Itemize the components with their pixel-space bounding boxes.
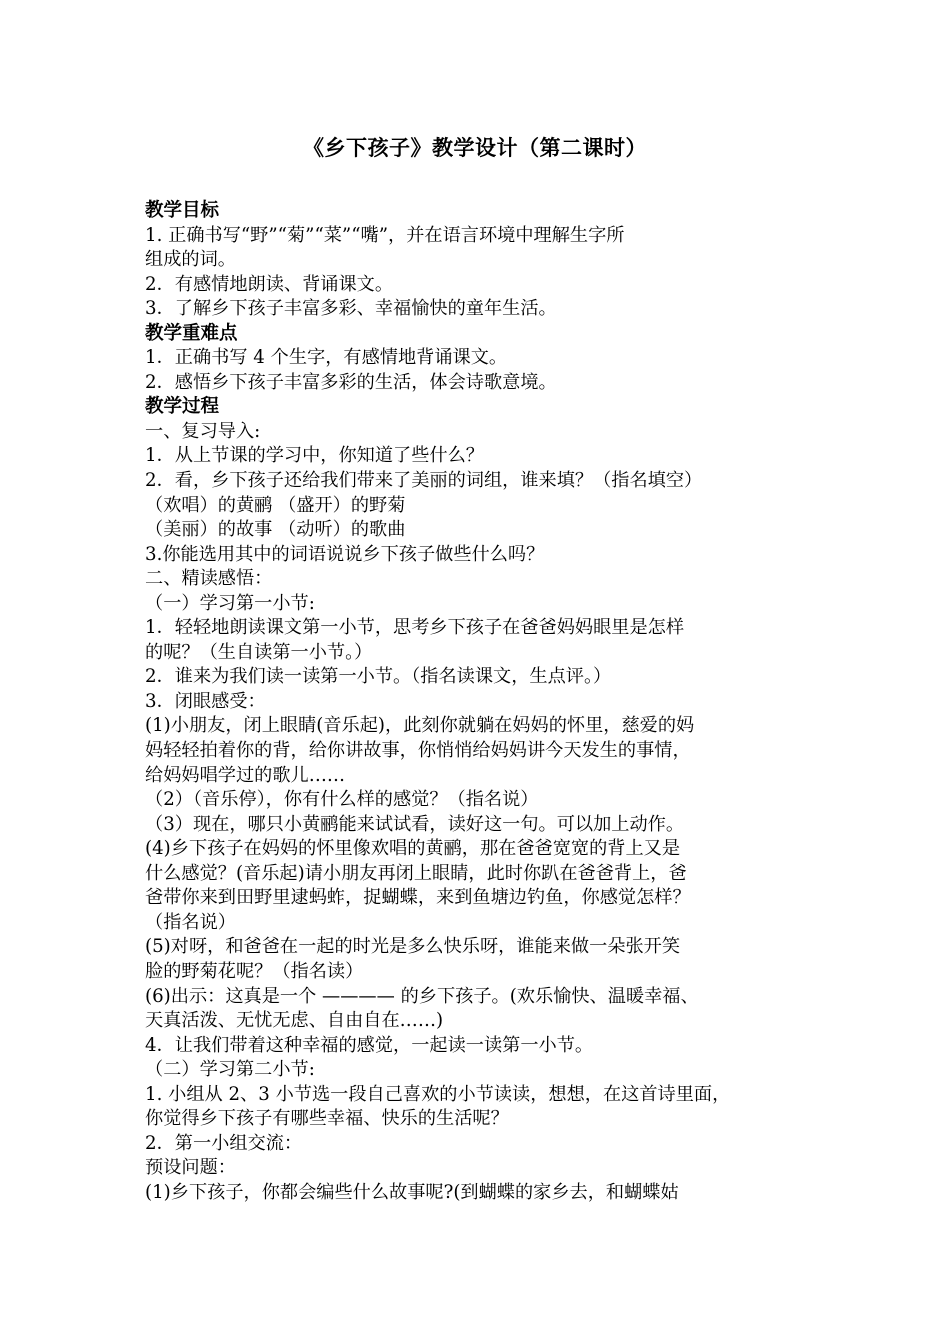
text-line: (5)对呀，和爸爸在一起的时光是多么快乐呀，谁能来做一朵张开笑	[145, 936, 681, 958]
text-line: 3．了解乡下孩子丰富多彩、幸福愉快的童年生活。	[145, 298, 557, 320]
text-line: 3.你能选用其中的词语说说乡下孩子做些什么吗？	[145, 543, 545, 565]
document-title: 《乡下孩子》教学设计（第二课时）	[303, 136, 647, 160]
text-line: （2）（音乐停），你有什么样的感觉？（指名说）	[145, 789, 539, 811]
text-line: 脸的野菊花呢？（指名读）	[145, 960, 364, 982]
text-line: 2．第一小组交流：	[145, 1132, 303, 1154]
section-heading: 教学过程	[145, 396, 220, 418]
text-line: (1)乡下孩子，你都会编些什么故事呢?(到蝴蝶的家乡去，和蝴蝶姑	[145, 1181, 679, 1203]
text-line: 预设问题：	[145, 1157, 236, 1179]
text-line: 1．正确书写 4 个生字，有感情地背诵课文。	[145, 347, 508, 369]
text-line: 组成的词。	[145, 249, 236, 271]
text-line: 1．轻轻地朗读课文第一小节，思考乡下孩子在爸爸妈妈眼里是怎样	[145, 617, 685, 639]
document-body	[145, 199, 811, 1205]
text-line: (1)小朋友，闭上眼睛(音乐起)，此刻你就躺在妈妈的怀里，慈爱的妈	[145, 715, 695, 737]
section-heading: 教学目标	[145, 200, 220, 221]
text-line: （二）学习第二小节:	[145, 1059, 315, 1081]
text-line: 1．从上节课的学习中，你知道了些什么？	[145, 445, 484, 467]
text-line: (6)出示：这真是一个 ———— 的乡下孩子。(欢乐愉快、温暖幸福、	[145, 985, 699, 1007]
text-line: 4．让我们带着这种幸福的感觉，一起读一读第一小节。	[145, 1034, 594, 1056]
text-line: （一）学习第一小节:	[145, 592, 315, 614]
text-line: 二、精读感悟：	[145, 568, 273, 590]
text-line: 1. 小组从 2、3 小节选一段自己喜欢的小节读读，想想，在这首诗里面，	[145, 1083, 731, 1105]
text-line: 妈轻轻拍着你的背，给你讲故事，你悄悄给妈妈讲今天发生的事情，	[145, 740, 691, 762]
text-line: 3．闭眼感受：	[145, 690, 266, 712]
text-line: 2．看，乡下孩子还给我们带来了美丽的词组，谁来填？（指名填空）	[145, 470, 703, 492]
text-line: 爸带你来到田野里逮蚂蚱，捉蝴蝶，来到鱼塘边钓鱼，你感觉怎样？	[145, 887, 691, 909]
text-line: 天真活泼、无忧无虑、自由自在……)	[145, 1010, 444, 1032]
text-line: 一、复习导入:	[145, 420, 261, 442]
text-line: 2．谁来为我们读一读第一小节。（指名读课文，生点评。）	[145, 666, 612, 688]
text-line: 你觉得乡下孩子有哪些幸福、快乐的生活呢？	[145, 1108, 509, 1130]
text-line: （指名说）	[145, 911, 236, 933]
text-line: (4)乡下孩子在妈妈的怀里像欢唱的黄鹂，那在爸爸宽宽的背上又是	[145, 838, 681, 860]
text-line: 什么感觉？(音乐起)请小朋友再闭上眼睛，此时你趴在爸爸背上，爸	[145, 862, 687, 884]
text-line: （3）现在，哪只小黄鹂能来试试看，读好这一句。可以加上动作。	[145, 813, 685, 835]
text-line: 1. 正确书写“野”“菊”“菜”“嘴”，并在语言环境中理解生字所	[145, 224, 625, 246]
text-line: 2．有感情地朗读、背诵课文。	[145, 273, 394, 295]
text-line: （美丽）的故事 （动听）的歌曲	[145, 519, 406, 541]
section-heading: 教学重难点	[145, 322, 238, 344]
text-line: 2．感悟乡下孩子丰富多彩的生活，体会诗歌意境。	[145, 371, 557, 393]
text-line: （欢唱）的黄鹂 （盛开）的野菊	[145, 494, 406, 516]
text-line: 的呢？（生自读第一小节。）	[145, 641, 373, 663]
text-line: 给妈妈唱学过的歌儿……	[145, 764, 346, 786]
